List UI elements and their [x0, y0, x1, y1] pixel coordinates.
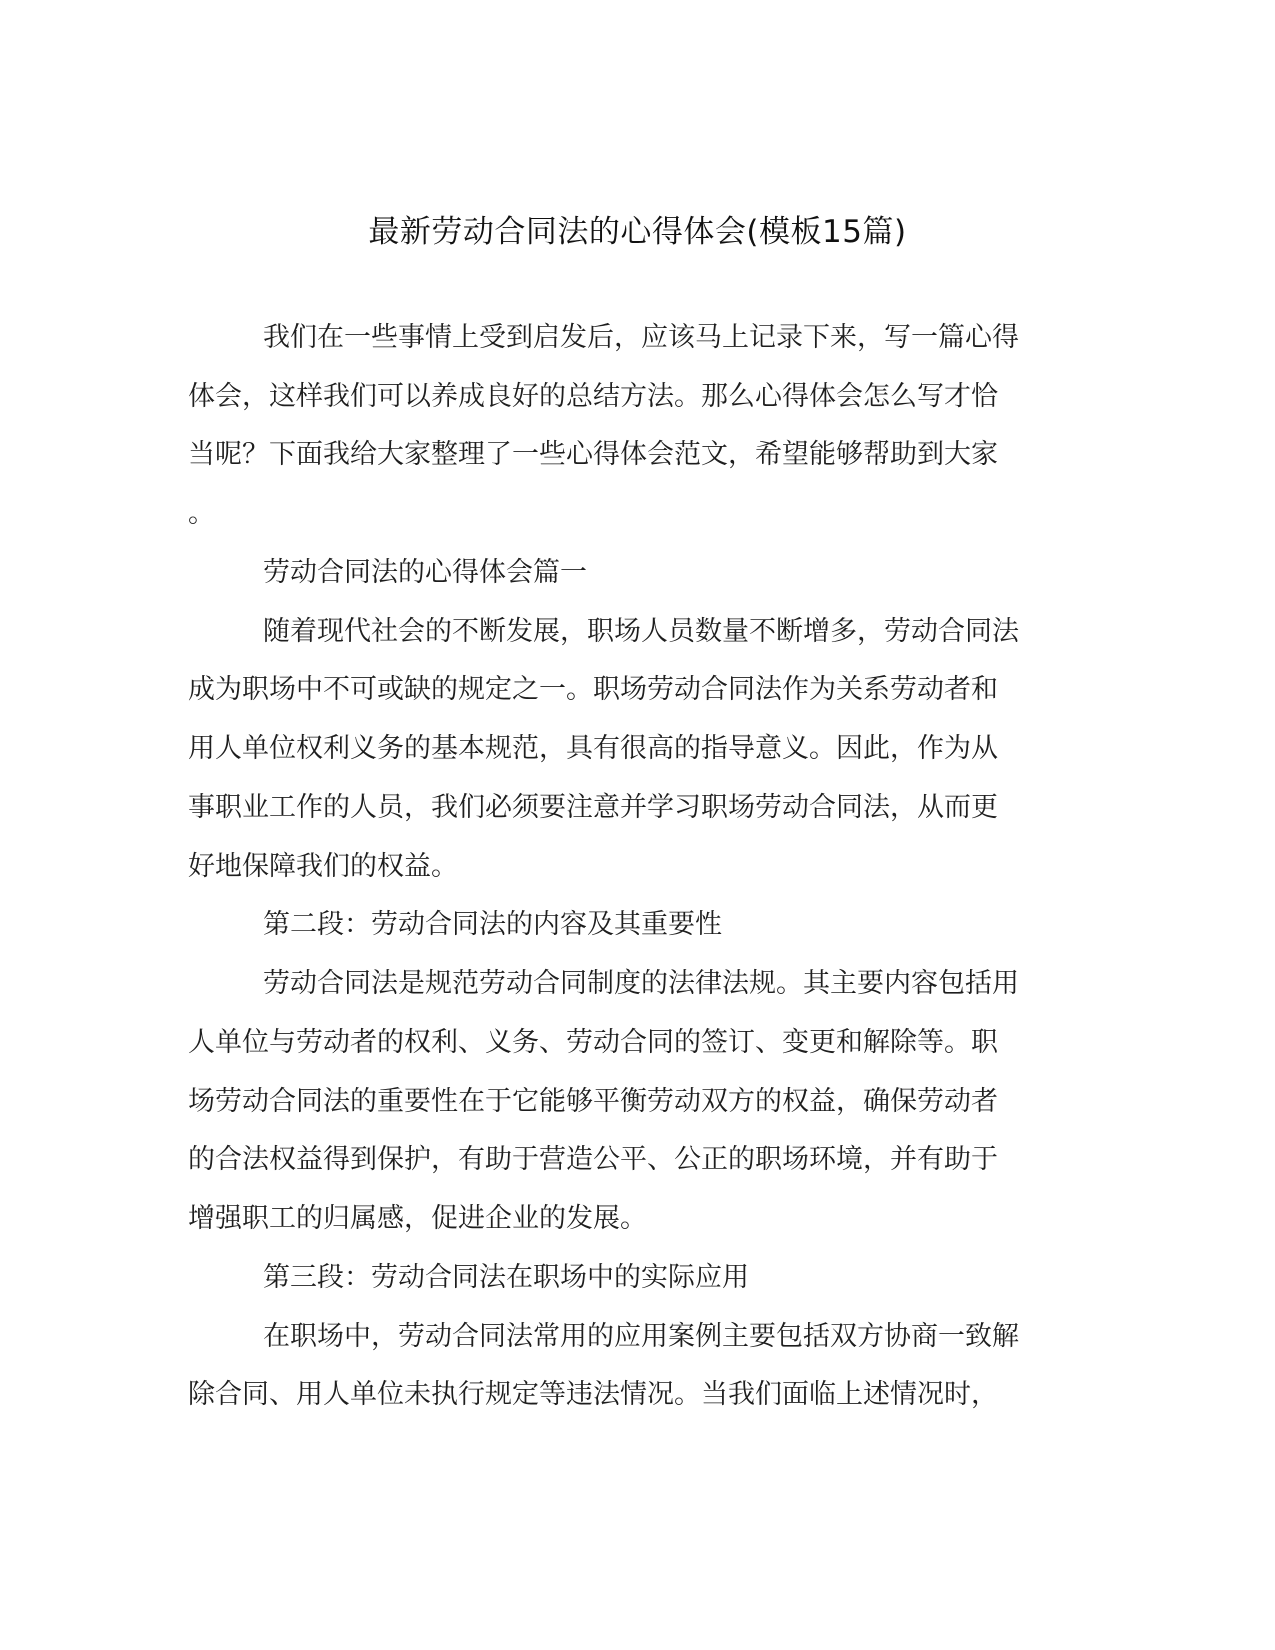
paragraph-line: 用人单位权利义务的基本规范，具有很高的指导意义。因此，作为从: [188, 733, 998, 764]
paragraph-line: 除合同、用人单位未执行规定等违法情况。当我们面临上述情况时，: [188, 1379, 998, 1410]
document-title: 最新劳动合同法的心得体会(模板15篇): [368, 214, 907, 250]
paragraph-line: 好地保障我们的权益。: [188, 851, 458, 882]
section-heading: 第二段：劳动合同法的内容及其重要性: [263, 909, 722, 940]
paragraph-line: 体会，这样我们可以养成良好的总结方法。那么心得体会怎么写才恰: [188, 381, 998, 412]
paragraph-line: 的合法权益得到保护，有助于营造公平、公正的职场环境，并有助于: [188, 1144, 998, 1175]
paragraph-line: 事职业工作的人员，我们必须要注意并学习职场劳动合同法，从而更: [188, 792, 998, 823]
paragraph-line: 我们在一些事情上受到启发后，应该马上记录下来，写一篇心得: [263, 322, 1019, 353]
paragraph-line: 场劳动合同法的重要性在于它能够平衡劳动双方的权益，确保劳动者: [188, 1086, 998, 1117]
section-heading: 劳动合同法的心得体会篇一: [263, 557, 587, 588]
paragraph-line: 成为职场中不可或缺的规定之一。职场劳动合同法作为关系劳动者和: [188, 674, 998, 705]
paragraph-line: 当呢？下面我给大家整理了一些心得体会范文，希望能够帮助到大家: [188, 439, 998, 470]
paragraph-line: 劳动合同法是规范劳动合同制度的法律法规。其主要内容包括用: [263, 968, 1019, 999]
paragraph-line: 随着现代社会的不断发展，职场人员数量不断增多，劳动合同法: [263, 616, 1019, 647]
paragraph-line: 人单位与劳动者的权利、义务、劳动合同的签订、变更和解除等。职: [188, 1027, 998, 1058]
paragraph-line: 。: [188, 498, 215, 529]
section-heading: 第三段：劳动合同法在职场中的实际应用: [263, 1262, 749, 1293]
paragraph-line: 增强职工的归属感，促进企业的发展。: [188, 1203, 647, 1234]
paragraph-line: 在职场中，劳动合同法常用的应用案例主要包括双方协商一致解: [263, 1321, 1019, 1352]
